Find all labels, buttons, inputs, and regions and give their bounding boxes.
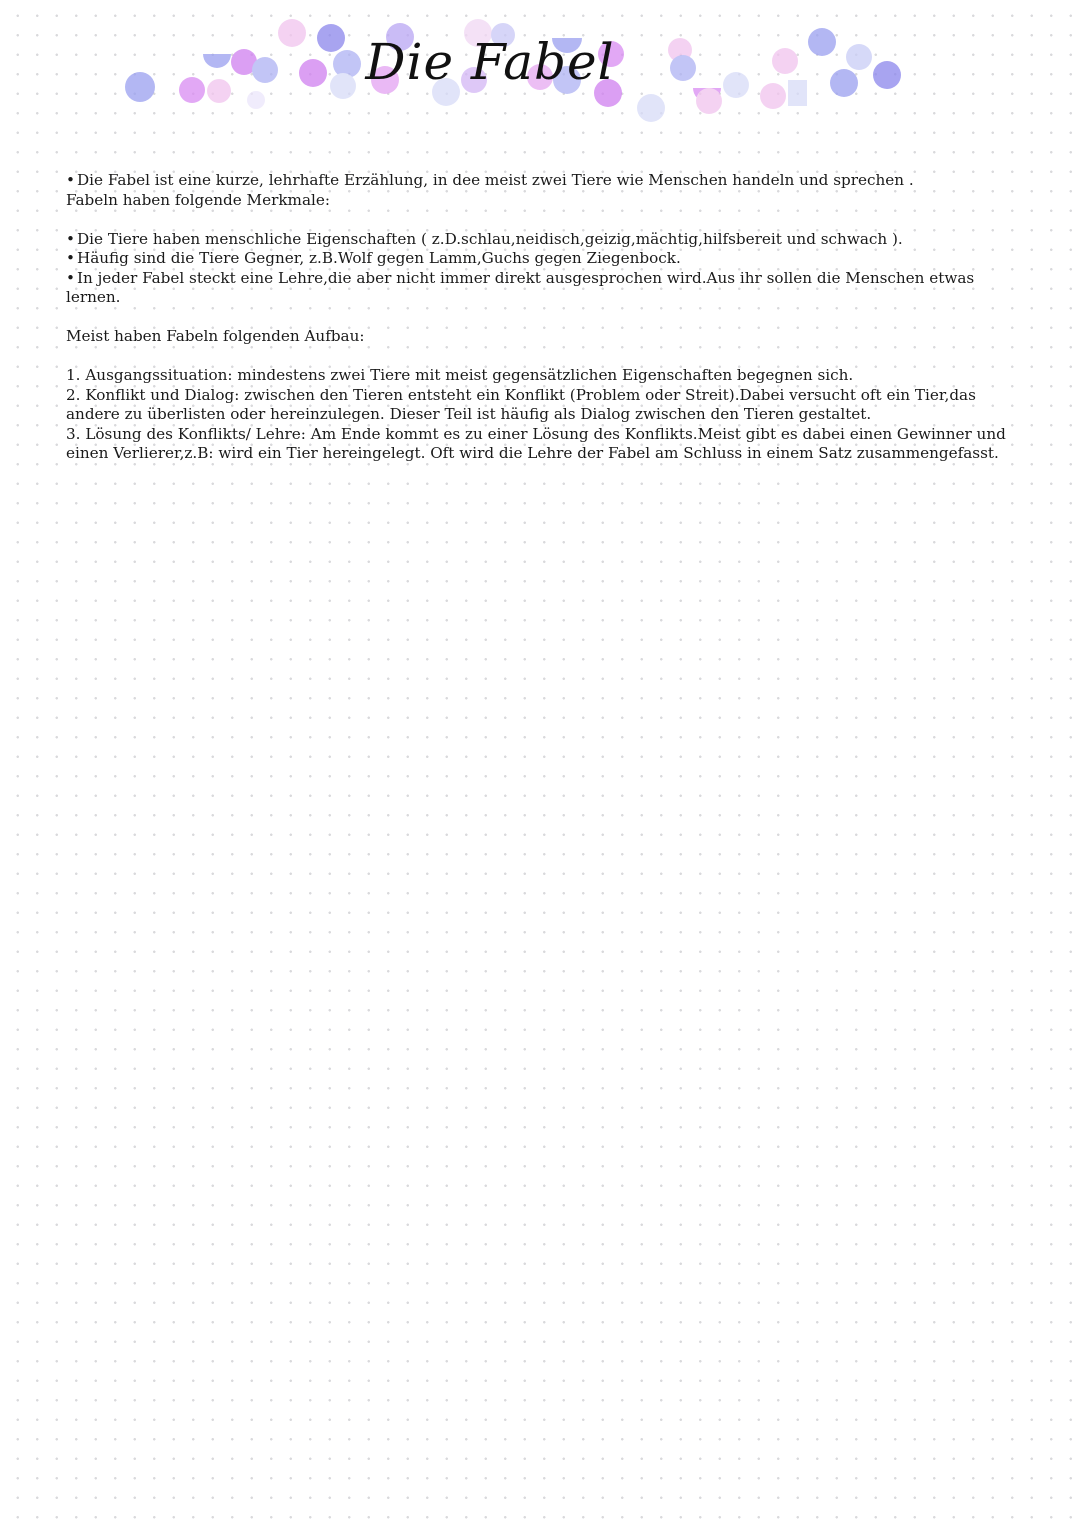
spacer bbox=[66, 347, 1006, 367]
feature-item: • Die Tiere haben menschliche Eigenschaften ( z.D.schlau,neidisch,geizig,mächtig,hilfsbereit und schwach ). bbox=[66, 230, 1006, 250]
page-title: Die Fabel bbox=[365, 33, 615, 91]
spacer bbox=[66, 210, 1006, 230]
document-body bbox=[66, 171, 1006, 464]
structure-step: 1. Ausgangssituation: mindestens zwei Tiere mit meist gegensätzlichen Eigenschaften begegnen sich. bbox=[66, 366, 854, 384]
structure-step: 2. Konflikt und Dialog: zwischen den Tieren entsteht ein Konflikt (Problem oder Streit).Dabei versucht oft ein Tier,das andere zu überlisten oder hereinzulegen. Dieser Teil ist häufig als Dialog zwischen den Tieren gestaltet. bbox=[66, 385, 976, 423]
header-banner bbox=[0, 0, 1080, 140]
feature-item: • In jeder Fabel steckt eine Lehre,die aber nicht immer direkt ausgesprochen wird.Aus ihr sollen die Menschen etwas lernen. bbox=[66, 269, 1006, 308]
spacer bbox=[66, 308, 1006, 328]
definition-paragraph: • Die Fabel ist eine kurze, lehrhafte Erzählung, in dee meist zwei Tiere wie Menschen handeln und sprechen . bbox=[66, 171, 1006, 191]
feature-item: • Häufig sind die Tiere Gegner, z.B.Wolf gegen Lamm,Guchs gegen Ziegenbock. bbox=[66, 249, 1006, 269]
features-heading: Fabeln haben folgende Merkmale: bbox=[66, 190, 330, 209]
structure-step: 3. Lösung des Konflikts/ Lehre: Am Ende kommt es zu einer Lösung des Konflikts.Meist gibt es dabei einen Gewinner und einen Verlierer,z.B: wird ein Tier hereingelegt. Oft wird die Lehre der Fabel am Schluss in einem Satz zusammengefasst. bbox=[66, 424, 1006, 462]
structure-heading: Meist haben Fabeln folgenden Aufbau: bbox=[66, 327, 365, 345]
